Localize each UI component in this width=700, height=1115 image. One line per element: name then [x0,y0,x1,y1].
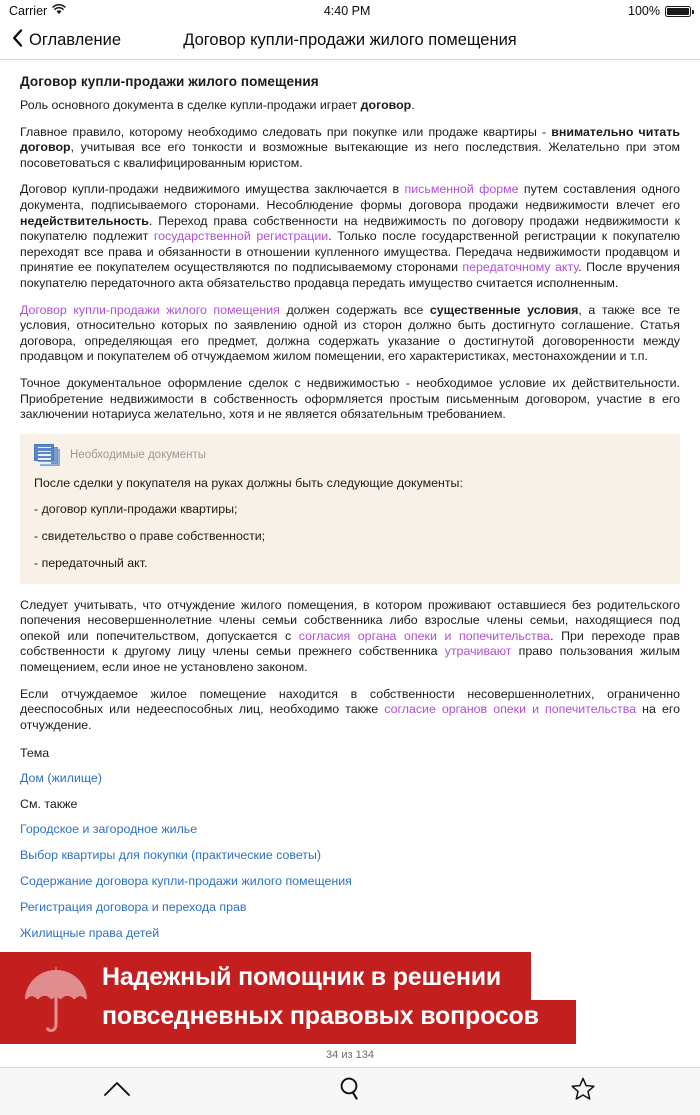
paragraph-text: . Переход права собственности на недвижимость по договору продажи недвижимости к покупателю подлежит [20,213,680,244]
inline-term-link[interactable]: государственной регистрации [153,229,329,244]
chevron-left-icon [12,29,23,52]
paragraph-group-before [20,98,680,423]
emphasis-text: внимательно читать договор [20,124,681,155]
article-paragraph [20,303,680,365]
banner-text [102,958,539,1036]
battery-full-icon [665,6,691,17]
status-bar-left [9,4,66,18]
see-also-link-list [20,822,680,940]
paragraph-text: . После вручения покупателю передаточного акта обязательство продавца передать имущество считается исполненным. [20,260,680,290]
inline-term-link[interactable]: письменной форме [404,182,519,197]
paragraph-text: Договор купли-продажи недвижимого имущества заключается в [20,182,405,197]
paragraph-text: Точное документальное оформление сделок с недвижимостью - необходимое условие их действительности. Приобретение недвижимости в собственность оформляется простым письменным договором, участие в его заключении нотариуса желательно, хотя и не является обязательным требованием. [20,375,680,422]
paragraph-text: Если отчуждаемое жилое помещение находится в собственности несовершеннолетних, ограниченно дееспособных или недееспособных лиц, необходимо также [20,686,680,717]
umbrella-icon [22,964,90,1041]
article-paragraph [20,98,680,114]
callout-item-list [34,502,666,570]
paragraph-text: , учитывая все его тонкости и возможные вытекающие из него последствия. Желательно при этом посоветоваться с квалифицированным юристом. [20,140,680,170]
status-bar [0,0,700,22]
callout-list-item: - договор купли-продажи квартиры; [34,501,238,516]
document-stack-icon [34,444,60,466]
callout-list-item: - свидетельство о праве собственности; [34,528,266,543]
callout-header [34,444,666,466]
banner-line-2: повседневных правовых вопросов [102,1002,539,1031]
page-title: Договор купли-продажи жилого помещения [183,31,517,49]
nav-bar [0,22,700,60]
inline-term-link[interactable]: Договор купли-продажи жилого помещения [20,302,280,317]
article-paragraph [20,687,680,734]
chevron-up-icon [103,1080,131,1103]
back-to-contents-button[interactable] [0,29,121,52]
paragraph-text: Роль основного документа в сделке купли-продажи играет [20,98,361,112]
search-icon [338,1076,362,1107]
carrier-label: Carrier [9,4,48,18]
back-button-label: Оглавление [29,31,121,49]
inline-term-link[interactable]: утрачивают [444,644,512,659]
inline-term-link[interactable]: согласие органов опеки и попечительства [384,702,637,717]
search-button[interactable] [233,1068,466,1115]
bookmark-button[interactable] [467,1068,700,1115]
paragraph-group-after [20,598,680,734]
see-also-label: См. также [20,797,78,812]
emphasis-text: недействительность [20,213,149,228]
battery-percent-label: 100% [628,4,660,18]
callout-lead-text: После сделки у покупателя на руках должны быть следующие документы: [34,475,463,490]
related-link[interactable]: Выбор квартиры для покупки (практические советы) [20,848,322,863]
paragraph-text: . При переходе прав собственности к другому лицу члены семьи прежнего собственника [20,628,681,659]
topic-label: Тема [20,746,50,761]
related-link[interactable]: Регистрация договора и перехода прав [20,900,247,915]
article-paragraph [20,598,680,676]
required-documents-callout [20,434,680,584]
emphasis-text: договор [360,98,412,112]
wifi-icon [52,4,66,18]
article-paragraph [20,125,680,172]
paragraph-text: . [411,98,415,112]
callout-title: Необходимые документы [70,448,207,461]
paragraph-text: путем составления одного документа, подписываемого сторонами. Несоблюдение формы договора продажи недвижимости влечет его [20,182,680,212]
inline-term-link[interactable]: передаточному акту [462,260,579,275]
paragraph-text: Главное правило, которому необходимо следовать при покупке или продаже квартиры - [20,124,552,139]
related-link[interactable]: Содержание договора купли-продажи жилого помещения [20,874,352,889]
status-bar-right [628,4,691,18]
emphasis-text: существенные условия [429,302,579,317]
paragraph-text: , а также все те условия, относительно которых по заявлению одной из сторон должно быть достигнуто соглашение. Статья договора, определяющая его предмет, должна содержать указание о достигнутой договоренности между продавцом и покупателем об отчуждаемом жилом помещении, его характеристиках, местонахождении и т.п. [20,302,681,364]
related-link-topic[interactable]: Дом (жилище) [20,771,102,786]
callout-list-item: - передаточный акт. [34,555,148,570]
star-outline-icon [570,1076,596,1107]
related-link[interactable]: Городское и загородное жилье [20,822,198,837]
paragraph-text: на его отчуждение. [20,702,680,732]
clock-label: 4:40 PM [323,4,371,18]
bottom-toolbar [0,1067,700,1115]
page-indicator: 34 из 134 [0,1044,700,1067]
related-links-section [20,746,680,940]
article-paragraph [20,182,680,291]
paragraph-text: . Только после государственной регистрации к покупателю переходят все права и обязанности в отношении купленного имущества. Передача недвижимости продавцом и принятие ее покупателем осуществляются по подписываемому сторонами [20,229,680,275]
paragraph-text: должен содержать все [279,302,430,317]
inline-term-link[interactable]: согласия органа опеки и попечительства [298,628,551,643]
article-content [0,60,700,940]
promo-banner[interactable] [0,952,700,1044]
scroll-up-button[interactable] [0,1068,233,1115]
article-heading: Договор купли-продажи жилого помещения [20,74,319,89]
article-paragraph [20,376,680,423]
paragraph-text: Следует учитывать, что отчуждение жилого помещения, в котором проживают оставшиеся без родительского попечения несовершеннолетние члены семьи собственника либо взрослые члены семьи, находящиеся под опекой или попечительством, допускается с [20,597,680,643]
related-link[interactable]: Жилищные права детей [20,926,160,941]
paragraph-text: право пользования жилым помещением, если иное не установлено законом. [20,644,680,675]
banner-line-1: Надежный помощник в решении [102,963,502,992]
